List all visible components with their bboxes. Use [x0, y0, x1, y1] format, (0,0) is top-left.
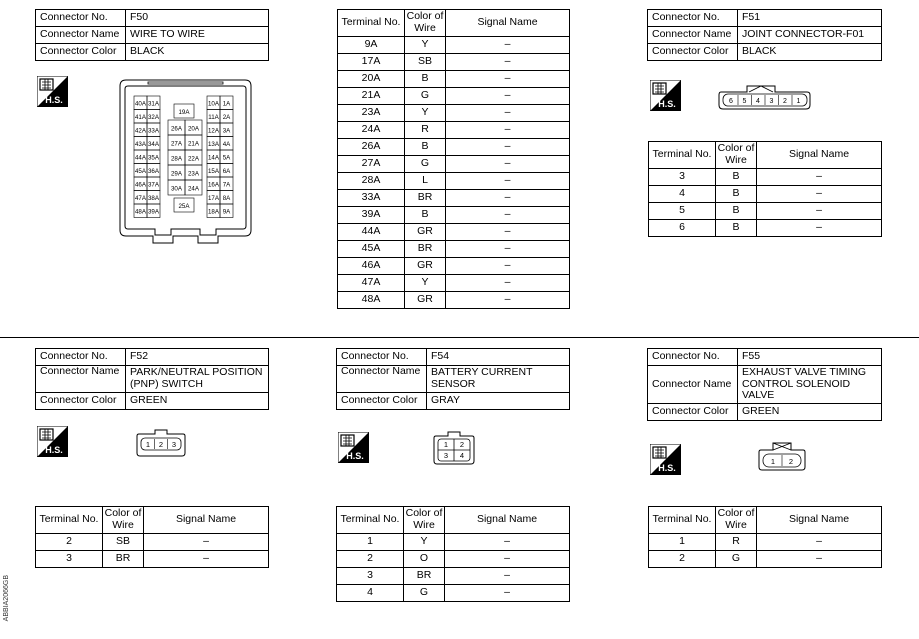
pin-label: 34A [147, 141, 160, 148]
connector-no-value: F54 [427, 349, 570, 366]
connector-name-label: Connector Name [36, 27, 126, 44]
connector-name-value: EXHAUST VALVE TIMING CONTROL SOLENOID VALVE [738, 366, 882, 404]
terminal-no-header: Terminal No. [649, 142, 716, 169]
wire-color-cell: BR [405, 190, 446, 207]
terminal-no-cell: 17A [338, 54, 405, 71]
table-row [338, 207, 570, 224]
pin-label: 32A [147, 114, 160, 121]
wire-color-cell: R [405, 122, 446, 139]
connector-no-value: F50 [126, 10, 269, 27]
signal-name-cell: – [757, 551, 882, 568]
pin-label: 11A [208, 114, 219, 121]
signal-name-cell: – [446, 88, 570, 105]
terminal-no-cell: 45A [338, 241, 405, 258]
pin-label: 3 [443, 451, 449, 460]
terminal-no-cell: 3 [337, 568, 404, 585]
connector-no-value: F51 [738, 10, 882, 27]
connector-color-label: Connector Color [337, 393, 427, 410]
table-row [36, 551, 269, 568]
terminal-no-cell: 1 [649, 534, 716, 551]
pin-label: 5 [742, 98, 747, 105]
table-row [338, 173, 570, 190]
f54-info-table [336, 348, 570, 410]
table-row [338, 71, 570, 88]
terminal-no-cell: 3 [36, 551, 103, 568]
table-row [338, 241, 570, 258]
f55-terminal-rows [649, 534, 882, 568]
signal-name-cell: – [446, 224, 570, 241]
terminal-no-cell: 28A [338, 173, 405, 190]
wire-color-cell: B [716, 220, 757, 237]
pin-label: 44A [134, 154, 147, 162]
pin-label: 45A [134, 168, 147, 175]
f52-info-table [35, 348, 269, 410]
harness-side-icon [338, 432, 369, 463]
terminal-no-header: Terminal No. [36, 507, 103, 534]
pin-label: 41A [134, 114, 147, 121]
terminal-no-cell: 33A [338, 190, 405, 207]
table-row [337, 585, 570, 602]
f50-info-table [35, 9, 269, 61]
signal-name-header: Signal Name [446, 10, 570, 37]
signal-name-cell: – [446, 71, 570, 88]
f54-terminal-rows [337, 534, 570, 602]
wire-color-cell: Y [405, 275, 446, 292]
pin-label: 27A [170, 140, 183, 148]
pin-label: 30A [170, 185, 183, 193]
pin-label: 6 [729, 98, 733, 105]
wire-color-cell: BR [404, 568, 445, 585]
wire-color-cell: SB [103, 534, 144, 551]
connector-no-label: Connector No. [36, 349, 126, 366]
f55-connector-diagram [757, 440, 807, 472]
connector-no-value: F55 [738, 349, 882, 366]
table-row [338, 105, 570, 122]
wire-color-cell: G [716, 551, 757, 568]
terminal-no-cell: 21A [338, 88, 405, 105]
table-row [338, 258, 570, 275]
pin-label: 26A [170, 125, 183, 133]
pin-label: 23A [187, 170, 200, 178]
connector-color-label: Connector Color [648, 404, 738, 421]
color-of-wire-header: Color of Wire [716, 507, 757, 534]
signal-name-cell: – [757, 186, 882, 203]
signal-name-cell: – [445, 585, 570, 602]
pin-label: 48A [134, 208, 147, 216]
connector-no-label: Connector No. [36, 10, 126, 27]
signal-name-header: Signal Name [144, 507, 269, 534]
pin-label: 7A [222, 181, 231, 189]
terminal-no-cell: 24A [338, 122, 405, 139]
pin-label: 40A [134, 100, 147, 108]
table-row [338, 275, 570, 292]
color-of-wire-header: Color of Wire [405, 10, 446, 37]
f55-terminal-table [648, 506, 882, 568]
connector-color-value: GREEN [126, 393, 269, 410]
terminal-no-cell: 23A [338, 105, 405, 122]
signal-name-cell: – [445, 568, 570, 585]
pin-label: 1 [443, 440, 449, 449]
signal-name-cell: – [446, 173, 570, 190]
f50-terminal-rows [338, 37, 570, 309]
pin-label: 25A [178, 203, 190, 210]
wire-color-cell: B [405, 139, 446, 156]
terminal-no-cell: 2 [337, 551, 404, 568]
table-row [338, 224, 570, 241]
terminal-no-cell: 2 [649, 551, 716, 568]
signal-name-header: Signal Name [757, 507, 882, 534]
table-row [36, 534, 269, 551]
f54-connector-diagram [432, 430, 476, 466]
pin-label: 8A [222, 195, 231, 202]
connector-name-value: BATTERY CURRENT SENSOR [427, 366, 570, 393]
pin-label: 43A [134, 141, 147, 148]
f51-info-table [647, 9, 882, 61]
signal-name-cell: – [757, 169, 882, 186]
pin-label: 36A [147, 168, 160, 175]
pin-label: 10A [207, 100, 220, 108]
signal-name-cell: – [757, 534, 882, 551]
harness-side-icon [650, 80, 681, 111]
signal-name-cell: – [446, 258, 570, 275]
section-divider [0, 337, 919, 338]
f50-terminal-table [337, 9, 570, 309]
pin-label: 35A [147, 154, 160, 162]
connector-no-label: Connector No. [337, 349, 427, 366]
wire-color-cell: B [405, 207, 446, 224]
wire-color-cell: O [404, 551, 445, 568]
f50-connector-diagram [118, 78, 253, 248]
terminal-no-cell: 39A [338, 207, 405, 224]
signal-name-cell: – [446, 139, 570, 156]
terminal-no-cell: 2 [36, 534, 103, 551]
wire-color-cell: Y [405, 37, 446, 54]
connector-name-label: Connector Name [648, 366, 738, 404]
signal-name-cell: – [445, 534, 570, 551]
signal-name-cell: – [446, 105, 570, 122]
pin-label: 3A [222, 127, 231, 135]
signal-name-cell: – [757, 203, 882, 220]
table-row [338, 88, 570, 105]
pin-label: 46A [134, 181, 147, 189]
pin-label: 17A [207, 195, 220, 202]
pin-label: 16A [207, 181, 220, 189]
table-row [337, 534, 570, 551]
wire-color-cell: GR [405, 258, 446, 275]
connector-color-value: BLACK [126, 44, 269, 61]
wire-color-cell: BR [103, 551, 144, 568]
signal-name-header: Signal Name [757, 142, 882, 169]
pin-label: 20A [187, 125, 200, 133]
signal-name-header: Signal Name [445, 507, 570, 534]
pin-label: 1 [796, 98, 801, 105]
wire-color-cell: SB [405, 54, 446, 71]
f52-terminal-rows [36, 534, 269, 568]
pin-label: 5A [222, 154, 231, 162]
terminal-no-header: Terminal No. [649, 507, 716, 534]
pin-label: 14A [207, 154, 220, 162]
signal-name-cell: – [757, 220, 882, 237]
wire-color-cell: L [405, 173, 446, 190]
terminal-no-cell: 1 [337, 534, 404, 551]
connector-name-label: Connector Name [648, 27, 738, 44]
connector-color-value: GRAY [427, 393, 570, 410]
connector-color-value: BLACK [738, 44, 882, 61]
pin-label: 21A [187, 140, 200, 148]
table-row [338, 156, 570, 173]
pin-label: 29A [170, 170, 183, 178]
f54-terminal-table [336, 506, 570, 602]
wire-color-cell: Y [405, 105, 446, 122]
pin-label: 4 [756, 98, 760, 105]
table-row [338, 139, 570, 156]
pin-label: 2 [783, 98, 787, 105]
f55-info-table [647, 348, 882, 421]
terminal-no-cell: 46A [338, 258, 405, 275]
pin-label: 24A [187, 185, 200, 193]
signal-name-cell: – [446, 207, 570, 224]
pin-label: 22A [187, 155, 200, 163]
color-of-wire-header: Color of Wire [716, 142, 757, 169]
pin-label: 1A [222, 100, 231, 108]
pin-label: 2 [158, 440, 164, 449]
f52-terminal-table [35, 506, 269, 568]
pin-label: 37A [147, 181, 160, 189]
f51-terminal-rows [649, 169, 882, 237]
table-row [649, 534, 882, 551]
pin-label: 38A [147, 195, 160, 202]
pin-label: 2A [222, 114, 231, 121]
pin-label: 33A [147, 127, 160, 135]
f51-connector-diagram [717, 80, 812, 112]
table-row [337, 568, 570, 585]
terminal-no-cell: 44A [338, 224, 405, 241]
connector-color-label: Connector Color [36, 44, 126, 61]
signal-name-cell: – [445, 551, 570, 568]
wire-color-cell: BR [405, 241, 446, 258]
pin-label: 18A [207, 208, 220, 216]
terminal-no-cell: 20A [338, 71, 405, 88]
pin-label: 4A [222, 141, 231, 148]
connector-name-value: JOINT CONNECTOR-F01 [738, 27, 882, 44]
wire-color-cell: G [404, 585, 445, 602]
f51-terminal-table [648, 141, 882, 237]
signal-name-cell: – [446, 241, 570, 258]
terminal-no-cell: 9A [338, 37, 405, 54]
signal-name-cell: – [446, 275, 570, 292]
connector-name-label: Connector Name [36, 366, 126, 393]
f52-connector-diagram [135, 428, 187, 458]
terminal-no-cell: 5 [649, 203, 716, 220]
wire-color-cell: B [405, 71, 446, 88]
pin-label: 13A [207, 141, 220, 148]
table-row [338, 190, 570, 207]
table-row [649, 203, 882, 220]
signal-name-cell: – [144, 534, 269, 551]
table-row [649, 551, 882, 568]
wire-color-cell: B [716, 186, 757, 203]
pin-label: 42A [134, 127, 147, 135]
pin-label: 31A [147, 100, 160, 108]
pin-label: 19A [178, 109, 190, 116]
harness-side-icon [650, 444, 681, 475]
connector-color-label: Connector Color [36, 393, 126, 410]
signal-name-cell: – [446, 190, 570, 207]
terminal-no-header: Terminal No. [338, 10, 405, 37]
signal-name-cell: – [446, 37, 570, 54]
connector-color-value: GREEN [738, 404, 882, 421]
wire-color-cell: Y [404, 534, 445, 551]
pin-label: 39A [147, 208, 160, 216]
wire-color-cell: GR [405, 224, 446, 241]
pin-label: 3 [171, 440, 177, 449]
pin-label: 2 [459, 440, 465, 449]
signal-name-cell: – [446, 122, 570, 139]
pin-label: 15A [207, 168, 220, 175]
color-of-wire-header: Color of Wire [103, 507, 144, 534]
connector-name-label: Connector Name [337, 366, 427, 393]
connector-name-value: WIRE TO WIRE [126, 27, 269, 44]
terminal-no-cell: 26A [338, 139, 405, 156]
wire-color-cell: B [716, 203, 757, 220]
connector-no-value: F52 [126, 349, 269, 366]
wire-color-cell: R [716, 534, 757, 551]
connector-no-label: Connector No. [648, 10, 738, 27]
pin-label: 47A [134, 195, 147, 202]
table-row [649, 169, 882, 186]
wire-color-cell: G [405, 88, 446, 105]
table-row [338, 292, 570, 309]
pin-label: 6A [222, 168, 231, 175]
pin-label: 28A [170, 155, 183, 163]
harness-side-icon [37, 76, 68, 107]
pin-label: 12A [207, 127, 220, 135]
harness-side-icon [37, 426, 68, 457]
table-row [338, 122, 570, 139]
wire-color-cell: G [405, 156, 446, 173]
pin-label: 1 [145, 440, 151, 449]
wire-color-cell: GR [405, 292, 446, 309]
terminal-no-cell: 48A [338, 292, 405, 309]
table-row [649, 220, 882, 237]
terminal-no-header: Terminal No. [337, 507, 404, 534]
pin-label: 2 [788, 457, 794, 466]
table-row [337, 551, 570, 568]
terminal-no-cell: 4 [649, 186, 716, 203]
figure-code: ABBIA2066GB [3, 575, 10, 622]
table-row [338, 54, 570, 71]
terminal-no-cell: 27A [338, 156, 405, 173]
pin-label: 4 [459, 451, 465, 460]
wire-color-cell: B [716, 169, 757, 186]
connector-name-value: PARK/NEUTRAL POSITION (PNP) SWITCH [126, 366, 269, 393]
connector-no-label: Connector No. [648, 349, 738, 366]
pin-label: 1 [770, 457, 776, 466]
terminal-no-cell: 3 [649, 169, 716, 186]
table-row [649, 186, 882, 203]
table-row [338, 37, 570, 54]
signal-name-cell: – [446, 292, 570, 309]
pin-label: 9A [222, 208, 231, 216]
connector-color-label: Connector Color [648, 44, 738, 61]
terminal-no-cell: 47A [338, 275, 405, 292]
signal-name-cell: – [446, 156, 570, 173]
terminal-no-cell: 6 [649, 220, 716, 237]
signal-name-cell: – [446, 54, 570, 71]
signal-name-cell: – [144, 551, 269, 568]
color-of-wire-header: Color of Wire [404, 507, 445, 534]
terminal-no-cell: 4 [337, 585, 404, 602]
pin-label: 3 [769, 98, 774, 105]
